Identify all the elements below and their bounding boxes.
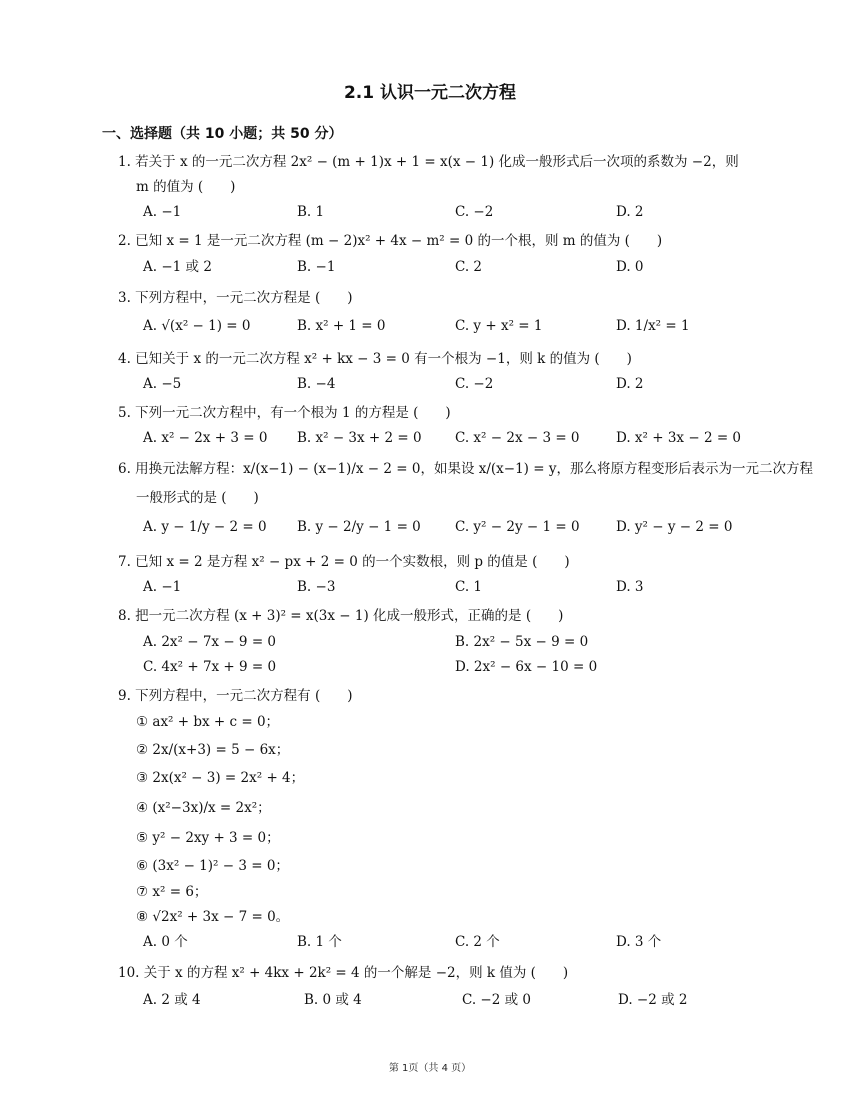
question-10-option-d: D. −2 或 2	[618, 992, 688, 1008]
question-1-stem-line2: m 的值为 ( )	[136, 179, 236, 195]
question-9-item-5: ⑤ y² − 2xy + 3 = 0；	[136, 830, 280, 846]
question-7-stem: 7. 已知 x = 2 是方程 x² − px + 2 = 0 的一个实数根，则 p 的值是 ( )	[118, 554, 570, 570]
question-4-option-d: D. 2	[616, 376, 644, 392]
question-8-option-d: D. 2x² − 6x − 10 = 0	[455, 659, 598, 675]
question-9-option-a: A. 0 个	[143, 934, 188, 950]
question-9-stem: 9. 下列方程中，一元二次方程有 ( )	[118, 688, 353, 704]
question-1-option-a: A. −1	[143, 204, 182, 220]
question-5-stem: 5. 下列一元二次方程中，有一个根为 1 的方程是 ( )	[118, 405, 451, 421]
question-6-option-d: D. y² − y − 2 = 0	[616, 519, 733, 535]
question-5-option-b: B. x² − 3x + 2 = 0	[297, 430, 422, 446]
question-3-option-a: A. √(x² − 1) = 0	[143, 318, 251, 334]
question-3-option-b: B. x² + 1 = 0	[297, 318, 386, 334]
question-1-option-d: D. 2	[616, 204, 644, 220]
question-7-option-b: B. −3	[297, 579, 336, 595]
question-8-option-a: A. 2x² − 7x − 9 = 0	[143, 634, 277, 650]
question-6-option-a: A. y − 1/y − 2 = 0	[143, 519, 267, 535]
page-footer: 第 1页（共 4 页）	[388, 1063, 472, 1074]
question-9-item-7: ⑦ x² = 6；	[136, 884, 208, 900]
question-2-option-a: A. −1 或 2	[143, 259, 212, 275]
question-10-option-b: B. 0 或 4	[304, 992, 362, 1008]
question-6-stem-line1	[118, 459, 813, 479]
question-1-option-b: B. 1	[297, 204, 325, 220]
question-4-option-a: A. −5	[143, 376, 182, 392]
question-2-option-c: C. 2	[455, 259, 483, 275]
question-2-stem: 2. 已知 x = 1 是一元二次方程 (m − 2)x² + 4x − m² = 0 的一个根，则 m 的值为 ( )	[118, 233, 663, 249]
question-7-option-a: A. −1	[143, 579, 182, 595]
question-9-item-1: ① ax² + bx + c = 0；	[136, 714, 280, 730]
question-6-stem-intro: 6. 用换元法解方程：	[118, 461, 244, 477]
question-1-option-c: C. −2	[455, 204, 494, 220]
question-5-option-a: A. x² − 2x + 3 = 0	[143, 430, 268, 446]
question-9-item-4: ④ (x²−3x)/x = 2x²；	[136, 800, 271, 816]
question-9-item-8: ⑧ √2x² + 3x − 7 = 0。	[136, 909, 290, 925]
question-4-option-b: B. −4	[297, 376, 336, 392]
question-6-stem-line2: 一般形式的是 ( )	[136, 490, 259, 506]
question-9-item-2: ② 2x/(x+3) = 5 − 6x；	[136, 742, 290, 758]
question-6-option-c: C. y² − 2y − 1 = 0	[455, 519, 580, 535]
question-9-option-b: B. 1 个	[297, 934, 342, 950]
question-9-option-c: C. 2 个	[455, 934, 500, 950]
question-2-option-b: B. −1	[297, 259, 336, 275]
question-10-option-c: C. −2 或 0	[462, 992, 532, 1008]
question-5-option-c: C. x² − 2x − 3 = 0	[455, 430, 580, 446]
question-7-option-d: D. 3	[616, 579, 644, 595]
section-heading: 一、选择题（共 10 小题；共 50 分）	[102, 126, 343, 142]
question-6-stem-equation: x/(x−1) − (x−1)/x − 2 = 0，如果设 x/(x−1) = y，那么将原方程变形后表示为一元二次方程	[243, 461, 813, 477]
question-6-option-b: B. y − 2/y − 1 = 0	[297, 519, 421, 535]
question-1-stem-line1: 1. 若关于 x 的一元二次方程 2x² − (m + 1)x + 1 = x(x − 1) 化成一般形式后一次项的系数为 −2，则	[118, 154, 739, 170]
question-2-option-d: D. 0	[616, 259, 644, 275]
question-3-option-d: D. 1/x² = 1	[616, 318, 690, 334]
question-3-option-c: C. y + x² = 1	[455, 318, 543, 334]
question-3-stem: 3. 下列方程中，一元二次方程是 ( )	[118, 290, 353, 306]
question-8-option-c: C. 4x² + 7x + 9 = 0	[143, 659, 277, 675]
question-9-option-d: D. 3 个	[616, 934, 662, 950]
page-title: 2.1 认识一元二次方程	[343, 83, 517, 103]
question-8-stem: 8. 把一元二次方程 (x + 3)² = x(3x − 1) 化成一般形式，正确的是 ( )	[118, 608, 564, 624]
question-9-item-6: ⑥ (3x² − 1)² − 3 = 0；	[136, 858, 289, 874]
question-5-option-d: D. x² + 3x − 2 = 0	[616, 430, 742, 446]
question-10-option-a: A. 2 或 4	[143, 992, 201, 1008]
question-9-item-3: ③ 2x(x² − 3) = 2x² + 4；	[136, 770, 305, 786]
question-8-option-b: B. 2x² − 5x − 9 = 0	[455, 634, 589, 650]
question-4-option-c: C. −2	[455, 376, 494, 392]
question-7-option-c: C. 1	[455, 579, 483, 595]
question-4-stem: 4. 已知关于 x 的一元二次方程 x² + kx − 3 = 0 有一个根为 −1，则 k 的值为 ( )	[118, 351, 632, 367]
question-10-stem: 10. 关于 x 的方程 x² + 4kx + 2k² = 4 的一个解是 −2，则 k 值为 ( )	[118, 965, 569, 981]
